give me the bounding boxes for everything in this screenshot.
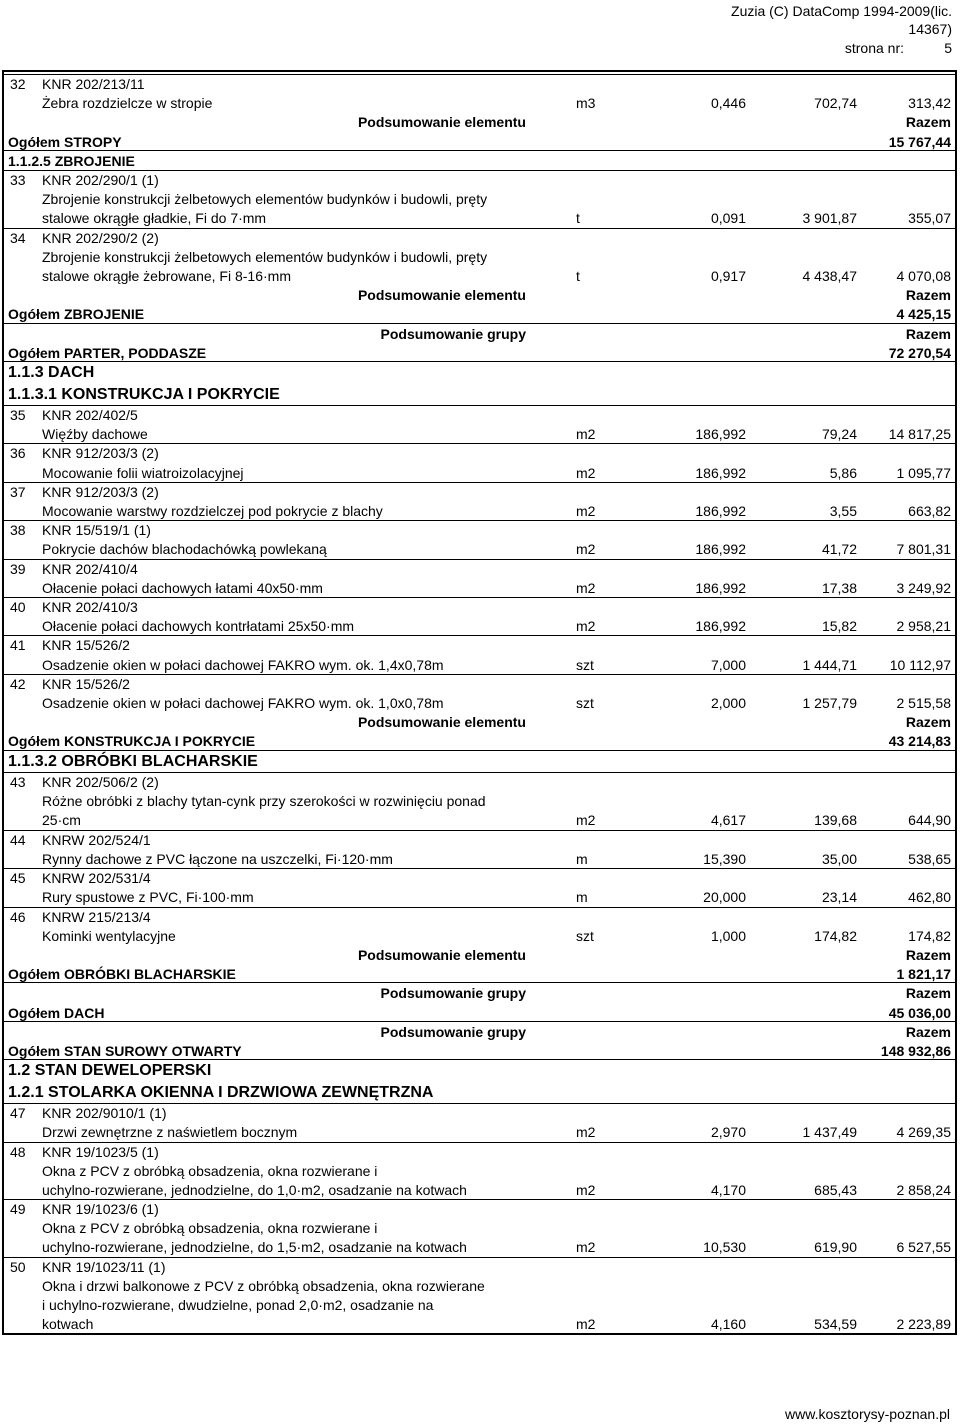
item-description: Mocowanie folii wiatroizolacyjnej	[42, 464, 244, 481]
item-value: 663,82	[908, 502, 951, 519]
item-price: 4 438,47	[802, 267, 857, 284]
item-value: 14 817,25	[888, 426, 951, 443]
item-unit: m2	[576, 1124, 596, 1141]
section-title: 1.1.2.5 ZBROJENIE	[8, 152, 135, 169]
item-number: 46	[10, 908, 26, 925]
item-price: 702,74	[814, 95, 857, 112]
item-value: 644,90	[908, 812, 951, 829]
total-row	[4, 343, 955, 362]
item-quantity: 4,170	[710, 1181, 746, 1198]
item-code: KNR 912/203/3 (2)	[42, 445, 159, 462]
section-heading	[4, 151, 955, 170]
item-unit: t	[576, 267, 580, 284]
item-unit: m2	[576, 426, 596, 443]
table-row	[4, 482, 955, 520]
summary-razem: Razem	[905, 114, 951, 131]
item-description: Okna z PCV z obróbką obsadzenia, okna rozwierane i	[42, 1220, 378, 1237]
summary-label: Podsumowanie grupy	[380, 1023, 526, 1040]
item-description: stalowe okrągłe gładkie, Fi do 7·mm	[42, 210, 267, 227]
item-price: 3 901,87	[802, 210, 857, 227]
item-number: 34	[10, 229, 26, 246]
item-unit: m	[576, 889, 588, 906]
item-quantity: 186,992	[695, 426, 746, 443]
item-code: KNR 202/213/11	[42, 76, 145, 92]
summary-label: Podsumowanie elementu	[357, 287, 526, 304]
header-copyright: Zuzia (C) DataComp 1994-2009(lic.	[731, 3, 952, 19]
item-price: 685,43	[814, 1181, 857, 1198]
row-divider	[4, 74, 955, 75]
item-description: i uchylno-rozwierane, dwudzielne, ponad 2,0·m2, osadzanie na	[42, 1297, 434, 1314]
item-description: Zbrojenie konstrukcji żelbetowych elementów budynków i budowli, pręty	[42, 191, 488, 208]
item-description: Osadzenie okien w połaci dachowej FAKRO wym. ok. 1,4x0,78m	[42, 656, 444, 673]
total-row	[4, 731, 955, 750]
table-row	[4, 74, 955, 112]
table-row	[4, 1257, 955, 1334]
item-value: 10 112,97	[889, 656, 951, 673]
item-price: 1 257,79	[802, 694, 857, 711]
table-row	[4, 772, 955, 830]
item-number: 45	[10, 870, 26, 887]
total-row	[4, 1041, 955, 1060]
item-number: 40	[10, 599, 26, 615]
item-number: 37	[10, 483, 26, 500]
item-unit: m2	[576, 1181, 596, 1198]
item-description: uchylno-rozwierane, jednodzielne, do 1,5·m2, osadzanie na kotwach	[42, 1239, 467, 1256]
summary-razem: Razem	[905, 985, 951, 1002]
item-code: KNR 202/402/5	[42, 407, 138, 423]
item-number: 43	[10, 774, 26, 791]
item-quantity: 186,992	[695, 579, 746, 596]
item-description: Kominki wentylacyjne	[42, 927, 176, 944]
section-title: 1.2 STAN DEWELOPERSKI	[8, 1062, 212, 1080]
item-quantity: 4,617	[710, 812, 746, 829]
item-number: 42	[10, 675, 26, 692]
item-description: Żebra rozdzielcze w stropie	[42, 95, 213, 112]
total-label: Ogółem DACH	[8, 1004, 105, 1021]
item-unit: m2	[576, 502, 596, 519]
table-row	[4, 228, 955, 286]
item-unit: szt	[576, 694, 594, 711]
item-code: KNR 15/526/2	[42, 637, 130, 654]
summary-row	[4, 285, 955, 304]
row-divider	[4, 635, 955, 636]
item-value: 2 958,21	[896, 618, 951, 635]
item-code: KNR 202/290/2 (2)	[42, 229, 159, 246]
total-value: 45 036,00	[888, 1004, 951, 1021]
row-divider	[4, 674, 955, 675]
item-description: Więźby dachowe	[42, 426, 148, 443]
total-row	[4, 1003, 955, 1022]
item-price: 619,90	[814, 1239, 857, 1256]
page-label: strona nr:	[844, 40, 904, 56]
item-number: 47	[10, 1105, 26, 1122]
total-label: Ogółem STAN SUROWY OTWARTY	[8, 1042, 242, 1059]
summary-label: Podsumowanie grupy	[380, 325, 526, 342]
item-quantity: 0,091	[710, 210, 746, 227]
item-number: 50	[10, 1258, 26, 1275]
item-number: 49	[10, 1201, 26, 1218]
item-unit: m2	[576, 579, 596, 596]
section-heading	[4, 1082, 955, 1104]
item-value: 313,42	[908, 95, 951, 112]
item-value: 7 801,31	[896, 541, 951, 558]
table-row	[4, 405, 955, 443]
item-description: stalowe okrągłe żebrowane, Fi 8-16·mm	[42, 267, 291, 284]
section-title: 1.1.3.2 OBRÓBKI BLACHARSKIE	[8, 752, 258, 770]
cost-estimate-table	[2, 70, 957, 1335]
summary-row	[4, 1022, 955, 1041]
section-title: 1.1.3 DACH	[8, 364, 95, 381]
item-description: Ołacenie połaci dachowych łatami 40x50·mm	[42, 579, 323, 596]
total-label: Ogółem STROPY	[8, 133, 122, 150]
item-code: KNR 202/506/2 (2)	[42, 774, 159, 791]
item-description: Osadzenie okien w połaci dachowej FAKRO wym. ok. 1,0x0,78m	[42, 694, 444, 711]
summary-label: Podsumowanie elementu	[357, 946, 526, 963]
summary-razem: Razem	[905, 1023, 951, 1040]
item-description: Mocowanie warstwy rozdzielczej pod pokrycie z blachy	[42, 502, 383, 519]
item-price: 1 437,49	[802, 1124, 857, 1141]
item-unit: m2	[576, 464, 596, 481]
page-number: 5	[944, 40, 952, 56]
item-price: 23,14	[821, 889, 857, 906]
item-price: 3,55	[829, 502, 857, 519]
item-unit: m2	[576, 1316, 596, 1333]
item-value: 538,65	[908, 850, 951, 867]
table-row	[4, 635, 955, 673]
item-code: KNR 912/203/3 (2)	[42, 483, 159, 500]
row-divider	[4, 597, 955, 598]
item-description: Drzwi zewnętrzne z naświetlem bocznym	[42, 1124, 298, 1141]
summary-razem: Razem	[905, 287, 951, 304]
header-license: 14367)	[908, 21, 952, 37]
item-price: 15,82	[821, 618, 857, 635]
table-row	[4, 868, 955, 906]
item-value: 355,07	[908, 210, 951, 227]
total-value: 15 767,44	[888, 133, 951, 150]
total-label: Ogółem ZBROJENIE	[8, 306, 145, 323]
item-value: 4 269,35	[896, 1124, 951, 1141]
summary-row	[4, 712, 955, 731]
item-value: 3 249,92	[896, 579, 951, 596]
item-code: KNR 202/410/4	[42, 560, 138, 577]
summary-row	[4, 112, 955, 131]
item-quantity: 186,992	[695, 464, 746, 481]
item-code: KNRW 202/524/1	[42, 831, 151, 848]
item-price: 79,24	[821, 426, 857, 443]
item-value: 6 527,55	[896, 1239, 951, 1256]
summary-label: Podsumowanie elementu	[357, 714, 526, 731]
total-label: Ogółem KONSTRUKCJA I POKRYCIE	[8, 733, 256, 750]
item-number: 38	[10, 522, 26, 539]
summary-label: Podsumowanie grupy	[380, 985, 526, 1002]
item-number: 33	[10, 172, 26, 188]
total-value: 1 821,17	[896, 966, 951, 983]
item-quantity: 186,992	[695, 618, 746, 635]
item-quantity: 186,992	[695, 541, 746, 558]
table-row	[4, 443, 955, 481]
total-value: 43 214,83	[888, 733, 951, 750]
summary-razem: Razem	[905, 714, 951, 731]
item-unit: szt	[576, 927, 594, 944]
row-divider	[4, 405, 955, 406]
item-description: Rynny dachowe z PVC łączone na uszczelki, Fi·120·mm	[42, 850, 393, 867]
footer-url: www.kosztorysy-poznan.pl	[785, 1406, 950, 1422]
item-code: KNR 202/290/1 (1)	[42, 172, 159, 188]
item-code: KNR 19/1023/6 (1)	[42, 1201, 159, 1218]
item-quantity: 1,000	[710, 927, 746, 944]
item-quantity: 0,917	[710, 267, 746, 284]
item-price: 41,72	[821, 541, 857, 558]
table-row	[4, 674, 955, 712]
item-code: KNR 19/1023/11 (1)	[42, 1258, 166, 1275]
table-row	[4, 1142, 955, 1200]
item-unit: szt	[576, 656, 594, 673]
item-number: 39	[10, 560, 26, 577]
item-price: 139,68	[814, 812, 857, 829]
item-quantity: 186,992	[695, 502, 746, 519]
table-row	[4, 830, 955, 868]
item-description: 25·cm	[42, 812, 81, 829]
total-value: 4 425,15	[896, 306, 951, 323]
table-row	[4, 170, 955, 228]
item-code: KNR 202/410/3	[42, 599, 138, 615]
item-number: 32	[10, 76, 26, 92]
item-value: 2 858,24	[896, 1181, 951, 1198]
item-quantity: 15,390	[703, 850, 746, 867]
summary-row	[4, 324, 955, 343]
item-code: KNR 15/519/1 (1)	[42, 522, 151, 539]
section-title: 1.2.1 STOLARKA OKIENNA I DRZWIOWA ZEWNĘTRZNA	[8, 1083, 434, 1101]
table-row	[4, 1103, 955, 1141]
item-price: 1 444,71	[802, 656, 857, 673]
item-value: 1 095,77	[896, 464, 951, 481]
table-row	[4, 907, 955, 945]
item-number: 36	[10, 445, 26, 462]
section-heading	[4, 751, 955, 773]
item-unit: m2	[576, 618, 596, 635]
item-description: uchylno-rozwierane, jednodzielne, do 1,0·m2, osadzanie na kotwach	[42, 1181, 467, 1198]
item-quantity: 7,000	[710, 656, 746, 673]
item-unit: m	[576, 850, 588, 867]
summary-row	[4, 983, 955, 1002]
table-row	[4, 559, 955, 597]
item-value: 4 070,08	[896, 267, 951, 284]
item-price: 174,82	[814, 927, 857, 944]
item-description: Okna z PCV z obróbką obsadzenia, okna rozwierane i	[42, 1162, 378, 1179]
summary-label: Podsumowanie elementu	[357, 114, 526, 131]
item-code: KNRW 215/213/4	[42, 908, 151, 925]
item-unit: m2	[576, 812, 596, 829]
item-description: kotwach	[42, 1316, 94, 1333]
section-heading	[4, 1060, 955, 1082]
item-description: Ołacenie połaci dachowych kontrłatami 25x50·mm	[42, 618, 355, 635]
table-row	[4, 597, 955, 635]
item-number: 41	[10, 637, 26, 654]
item-code: KNRW 202/531/4	[42, 870, 151, 887]
total-label: Ogółem OBRÓBKI BLACHARSKIE	[8, 966, 236, 983]
item-quantity: 20,000	[703, 889, 746, 906]
item-number: 44	[10, 831, 26, 848]
table-row	[4, 520, 955, 558]
item-quantity: 0,446	[710, 95, 746, 112]
item-unit: m2	[576, 1239, 596, 1256]
item-quantity: 10,530	[703, 1239, 746, 1256]
item-unit: t	[576, 210, 580, 227]
item-description: Pokrycie dachów blachodachówką powlekaną	[42, 541, 327, 558]
item-quantity: 2,970	[710, 1124, 746, 1141]
total-row	[4, 304, 955, 323]
item-value: 2 515,58	[896, 694, 951, 711]
item-quantity: 4,160	[710, 1316, 746, 1333]
item-price: 5,86	[829, 464, 857, 481]
total-value: 148 932,86	[880, 1042, 951, 1059]
item-price: 35,00	[821, 850, 857, 867]
item-value: 2 223,89	[896, 1316, 951, 1333]
section-heading	[4, 384, 955, 406]
summary-row	[4, 945, 955, 964]
section-heading	[4, 362, 955, 384]
table-row	[4, 1199, 955, 1257]
total-row	[4, 132, 955, 151]
item-price: 534,59	[814, 1316, 857, 1333]
summary-razem: Razem	[905, 946, 951, 963]
total-row	[4, 964, 955, 983]
item-description: Okna i drzwi balkonowe z PCV z obróbką obsadzenia, okna rozwierane	[42, 1277, 485, 1294]
item-value: 462,80	[908, 889, 951, 906]
item-number: 48	[10, 1143, 26, 1160]
summary-razem: Razem	[905, 325, 951, 342]
header-page	[845, 39, 952, 57]
total-label: Ogółem PARTER, PODDASZE	[8, 344, 207, 361]
total-value: 72 270,54	[888, 344, 951, 361]
item-number: 35	[10, 407, 26, 423]
section-title: 1.1.3.1 KONSTRUKCJA I POKRYCIE	[8, 385, 280, 403]
item-description: Rury spustowe z PVC, Fi·100·mm	[42, 889, 254, 906]
item-price: 17,38	[821, 579, 857, 596]
item-code: KNR 202/9010/1 (1)	[42, 1105, 167, 1122]
item-unit: m3	[576, 95, 596, 112]
item-code: KNR 19/1023/5 (1)	[42, 1143, 159, 1160]
row-divider	[4, 559, 955, 560]
item-description: Zbrojenie konstrukcji żelbetowych elementów budynków i budowli, pręty	[42, 248, 488, 265]
item-description: Różne obróbki z blachy tytan-cynk przy szerokości w rozwinięciu ponad	[42, 793, 486, 810]
item-quantity: 2,000	[710, 694, 746, 711]
item-value: 174,82	[908, 927, 951, 944]
item-unit: m2	[576, 541, 596, 558]
item-code: KNR 15/526/2	[42, 675, 130, 692]
